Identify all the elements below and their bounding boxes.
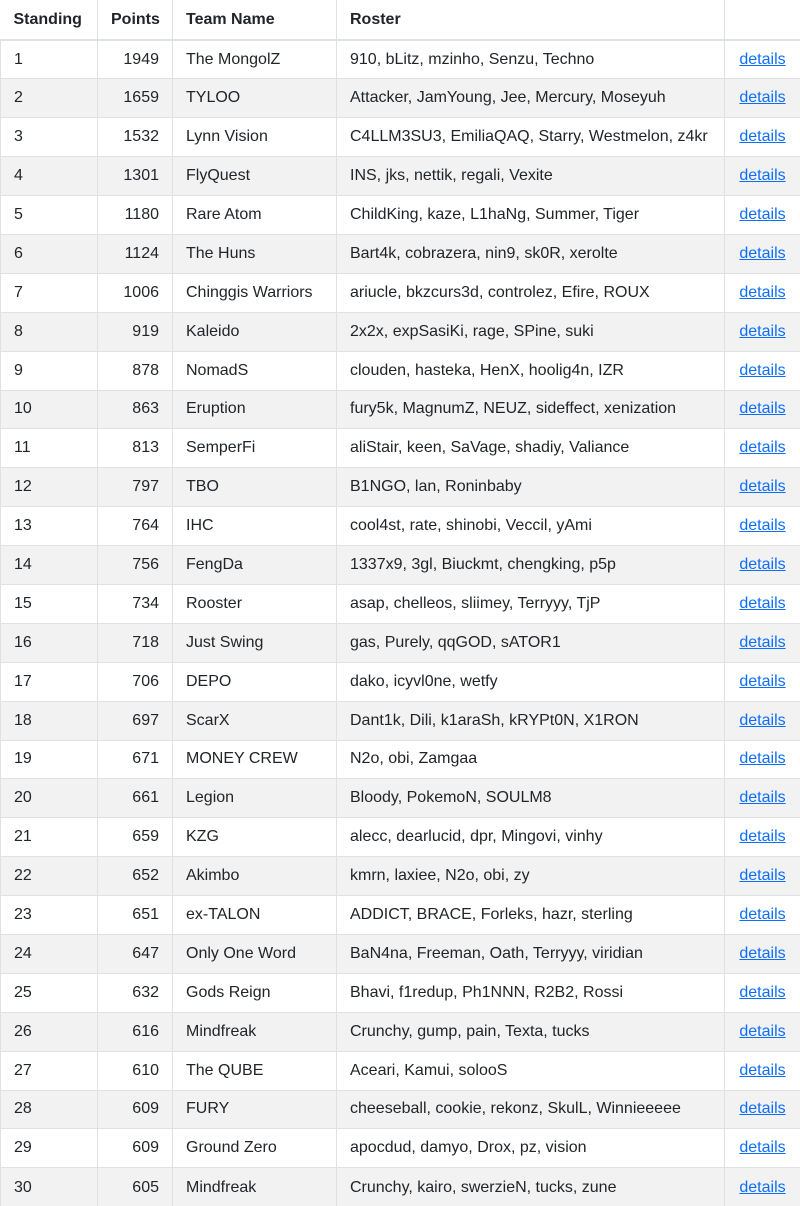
details-link[interactable]: details — [739, 361, 786, 379]
team-name-cell: DEPO — [173, 662, 337, 701]
team-name-cell: Mindfreak — [173, 1168, 337, 1206]
details-cell — [725, 662, 800, 701]
details-link[interactable]: details — [739, 50, 786, 68]
table-row — [1, 390, 800, 429]
details-link[interactable]: details — [739, 633, 786, 651]
points-cell: 863 — [98, 390, 173, 429]
points-cell: 1180 — [98, 196, 173, 235]
standing-cell: 18 — [1, 701, 98, 740]
points-cell: 1006 — [98, 273, 173, 312]
points-cell: 756 — [98, 546, 173, 585]
points-cell: 1949 — [98, 40, 173, 79]
roster-cell: ADDICT, BRACE, Forleks, hazr, sterling — [337, 896, 725, 935]
details-link[interactable]: details — [739, 1022, 786, 1040]
table-row — [1, 118, 800, 157]
details-link[interactable]: details — [739, 1100, 786, 1118]
roster-cell: dako, icyvl0ne, wetfy — [337, 662, 725, 701]
details-link[interactable]: details — [739, 167, 786, 185]
roster-cell: cool4st, rate, shinobi, Veccil, yAmi — [337, 507, 725, 546]
team-name-cell: Kaleido — [173, 312, 337, 351]
roster-cell: Bhavi, f1redup, Ph1NNN, R2B2, Rossi — [337, 973, 725, 1012]
details-cell — [725, 273, 800, 312]
points-cell: 609 — [98, 1090, 173, 1129]
table-row — [1, 1012, 800, 1051]
team-name-cell: Akimbo — [173, 857, 337, 896]
team-name-cell: Lynn Vision — [173, 118, 337, 157]
table-row — [1, 896, 800, 935]
table-row — [1, 662, 800, 701]
points-cell: 1659 — [98, 79, 173, 118]
standing-cell: 20 — [1, 779, 98, 818]
standing-cell: 12 — [1, 468, 98, 507]
points-cell: 797 — [98, 468, 173, 507]
table-row — [1, 818, 800, 857]
team-name-cell: Eruption — [173, 390, 337, 429]
standing-cell: 11 — [1, 429, 98, 468]
roster-cell: fury5k, MagnumZ, NEUZ, sideffect, xenization — [337, 390, 725, 429]
team-name-cell: TYLOO — [173, 79, 337, 118]
standing-cell: 28 — [1, 1090, 98, 1129]
table-row — [1, 1051, 800, 1090]
standing-cell: 24 — [1, 934, 98, 973]
details-cell — [725, 1012, 800, 1051]
roster-cell: B1NGO, lan, Roninbaby — [337, 468, 725, 507]
points-cell: 813 — [98, 429, 173, 468]
points-cell: 605 — [98, 1168, 173, 1206]
points-cell: 659 — [98, 818, 173, 857]
details-cell — [725, 623, 800, 662]
details-cell — [725, 934, 800, 973]
standing-cell: 9 — [1, 351, 98, 390]
details-link[interactable]: details — [739, 711, 786, 729]
standing-cell: 15 — [1, 584, 98, 623]
details-link[interactable]: details — [739, 983, 786, 1001]
details-cell — [725, 779, 800, 818]
team-name-cell: Legion — [173, 779, 337, 818]
table-row — [1, 584, 800, 623]
details-cell — [725, 79, 800, 118]
team-name-cell: The Huns — [173, 234, 337, 273]
standing-cell: 10 — [1, 390, 98, 429]
details-cell — [725, 351, 800, 390]
details-cell — [725, 857, 800, 896]
details-cell — [725, 157, 800, 196]
table-row — [1, 934, 800, 973]
table-row — [1, 973, 800, 1012]
standing-cell: 4 — [1, 157, 98, 196]
details-link[interactable]: details — [739, 1139, 786, 1157]
details-link[interactable]: details — [739, 789, 786, 807]
standing-cell: 29 — [1, 1129, 98, 1168]
points-cell: 632 — [98, 973, 173, 1012]
standing-cell: 19 — [1, 740, 98, 779]
standing-cell: 14 — [1, 546, 98, 585]
points-cell: 610 — [98, 1051, 173, 1090]
table-row — [1, 740, 800, 779]
standing-cell: 8 — [1, 312, 98, 351]
standing-cell: 1 — [1, 40, 98, 79]
team-name-cell: FURY — [173, 1090, 337, 1129]
header-points: Points — [98, 0, 173, 40]
roster-cell: 910, bLitz, mzinho, Senzu, Techno — [337, 40, 725, 79]
header-roster: Roster — [337, 0, 725, 40]
team-name-cell: TBO — [173, 468, 337, 507]
roster-cell: asap, chelleos, sliimey, Terryyy, TjP — [337, 584, 725, 623]
details-cell — [725, 196, 800, 235]
roster-cell: alecc, dearlucid, dpr, Mingovi, vinhy — [337, 818, 725, 857]
points-cell: 734 — [98, 584, 173, 623]
details-cell — [725, 818, 800, 857]
team-name-cell: KZG — [173, 818, 337, 857]
details-link[interactable]: details — [739, 517, 786, 535]
points-cell: 647 — [98, 934, 173, 973]
table-row — [1, 1129, 800, 1168]
details-cell — [725, 896, 800, 935]
table-row — [1, 546, 800, 585]
table-row — [1, 196, 800, 235]
details-cell — [725, 740, 800, 779]
details-cell — [725, 701, 800, 740]
points-cell: 1301 — [98, 157, 173, 196]
details-link[interactable]: details — [739, 322, 786, 340]
points-cell: 1124 — [98, 234, 173, 273]
roster-cell: ariucle, bkzcurs3d, controlez, Efire, ROUX — [337, 273, 725, 312]
table-row — [1, 273, 800, 312]
points-cell: 919 — [98, 312, 173, 351]
team-name-cell: SemperFi — [173, 429, 337, 468]
roster-cell: clouden, hasteka, HenX, hoolig4n, IZR — [337, 351, 725, 390]
roster-cell: N2o, obi, Zamgaa — [337, 740, 725, 779]
details-cell — [725, 546, 800, 585]
standing-cell: 13 — [1, 507, 98, 546]
table-row — [1, 1090, 800, 1129]
details-link[interactable]: details — [739, 478, 786, 496]
header-team-name: Team Name — [173, 0, 337, 40]
table-row — [1, 701, 800, 740]
details-link[interactable]: details — [739, 439, 786, 457]
team-name-cell: FengDa — [173, 546, 337, 585]
team-name-cell: Mindfreak — [173, 1012, 337, 1051]
table-header — [1, 0, 800, 40]
table-row — [1, 234, 800, 273]
details-link[interactable]: details — [739, 944, 786, 962]
team-name-cell: Rooster — [173, 584, 337, 623]
details-cell — [725, 973, 800, 1012]
roster-cell: gas, Purely, qqGOD, sATOR1 — [337, 623, 725, 662]
table-row — [1, 40, 800, 79]
details-cell — [725, 390, 800, 429]
details-cell — [725, 584, 800, 623]
details-link[interactable]: details — [739, 750, 786, 768]
team-name-cell: ScarX — [173, 701, 337, 740]
details-cell — [725, 1051, 800, 1090]
details-link[interactable]: details — [739, 206, 786, 223]
details-link[interactable]: details — [739, 672, 786, 690]
details-cell — [725, 40, 800, 79]
roster-cell: Aceari, Kamui, solooS — [337, 1051, 725, 1090]
roster-cell: C4LLM3SU3, EmiliaQAQ, Starry, Westmelon, z4kr — [337, 118, 725, 157]
roster-cell: ChildKing, kaze, L1haNg, Summer, Tiger — [337, 196, 725, 235]
details-link[interactable]: details — [739, 400, 786, 418]
details-cell — [725, 429, 800, 468]
points-cell: 661 — [98, 779, 173, 818]
details-link[interactable]: details — [739, 1178, 786, 1196]
standing-cell: 21 — [1, 818, 98, 857]
table-row — [1, 79, 800, 118]
standing-cell: 22 — [1, 857, 98, 896]
roster-cell: Crunchy, gump, pain, Texta, tucks — [337, 1012, 725, 1051]
team-name-cell: FlyQuest — [173, 157, 337, 196]
points-cell: 651 — [98, 896, 173, 935]
roster-cell: Bloody, PokemoN, SOULM8 — [337, 779, 725, 818]
points-cell: 878 — [98, 351, 173, 390]
details-cell — [725, 234, 800, 273]
roster-cell: cheeseball, cookie, rekonz, SkulL, Winnieeeee — [337, 1090, 725, 1129]
standing-cell: 6 — [1, 234, 98, 273]
table-row — [1, 857, 800, 896]
table-row — [1, 507, 800, 546]
team-name-cell: The QUBE — [173, 1051, 337, 1090]
standing-cell: 25 — [1, 973, 98, 1012]
details-link[interactable]: details — [739, 283, 786, 301]
details-link[interactable]: details — [739, 128, 786, 146]
details-link[interactable]: details — [739, 244, 786, 262]
header-standing: Standing — [1, 0, 98, 40]
standing-cell: 3 — [1, 118, 98, 157]
standing-cell: 26 — [1, 1012, 98, 1051]
standing-cell: 2 — [1, 79, 98, 118]
details-link[interactable]: details — [739, 867, 786, 885]
roster-cell: aliStair, keen, SaVage, shadiy, Valiance — [337, 429, 725, 468]
roster-cell: INS, jks, nettik, regali, Vexite — [337, 157, 725, 196]
details-link[interactable]: details — [739, 1061, 786, 1079]
roster-cell: Dant1k, Dili, k1araSh, kRYPt0N, X1RON — [337, 701, 725, 740]
table-row — [1, 429, 800, 468]
team-name-cell: Rare Atom — [173, 196, 337, 235]
standing-cell: 27 — [1, 1051, 98, 1090]
roster-cell: BaN4na, Freeman, Oath, Terryyy, viridian — [337, 934, 725, 973]
header-details — [725, 0, 800, 40]
details-cell — [725, 468, 800, 507]
points-cell: 697 — [98, 701, 173, 740]
team-name-cell: The MongolZ — [173, 40, 337, 79]
roster-cell: Attacker, JamYoung, Jee, Mercury, Moseyuh — [337, 79, 725, 118]
points-cell: 671 — [98, 740, 173, 779]
standing-cell: 16 — [1, 623, 98, 662]
details-cell — [725, 118, 800, 157]
table-row — [1, 468, 800, 507]
roster-cell: kmrn, laxiee, N2o, obi, zy — [337, 857, 725, 896]
table-row — [1, 1168, 800, 1206]
roster-cell: apocdud, damyo, Drox, pz, vision — [337, 1129, 725, 1168]
points-cell: 616 — [98, 1012, 173, 1051]
details-cell — [725, 1090, 800, 1129]
details-cell — [725, 1129, 800, 1168]
team-name-cell: Ground Zero — [173, 1129, 337, 1168]
team-name-cell: MONEY CREW — [173, 740, 337, 779]
roster-cell: 1337x9, 3gl, Biuckmt, chengking, p5p — [337, 546, 725, 585]
table-row — [1, 157, 800, 196]
table-row — [1, 312, 800, 351]
table-row — [1, 351, 800, 390]
table-row — [1, 623, 800, 662]
details-link[interactable]: details — [739, 828, 786, 846]
table-body — [1, 40, 800, 1206]
team-name-cell: ex-TALON — [173, 896, 337, 935]
header-row — [1, 0, 800, 40]
standing-cell: 17 — [1, 662, 98, 701]
team-name-cell: Only One Word — [173, 934, 337, 973]
details-link[interactable]: details — [739, 556, 786, 574]
details-link[interactable]: details — [739, 594, 786, 612]
standing-cell: 23 — [1, 896, 98, 935]
points-cell: 1532 — [98, 118, 173, 157]
roster-cell: 2x2x, expSasiKi, rage, SPine, suki — [337, 312, 725, 351]
points-cell: 609 — [98, 1129, 173, 1168]
points-cell: 652 — [98, 857, 173, 896]
table-row — [1, 779, 800, 818]
standing-cell: 7 — [1, 273, 98, 312]
team-name-cell: Gods Reign — [173, 973, 337, 1012]
details-link[interactable]: details — [739, 906, 786, 924]
standing-cell: 5 — [1, 196, 98, 235]
points-cell: 718 — [98, 623, 173, 662]
points-cell: 764 — [98, 507, 173, 546]
details-link[interactable]: details — [739, 89, 786, 107]
roster-cell: Crunchy, kairo, swerzieN, tucks, zune — [337, 1168, 725, 1206]
details-cell — [725, 1168, 800, 1206]
team-name-cell: Chinggis Warriors — [173, 273, 337, 312]
details-cell — [725, 312, 800, 351]
team-name-cell: Just Swing — [173, 623, 337, 662]
team-name-cell: IHC — [173, 507, 337, 546]
roster-cell: Bart4k, cobrazera, nin9, sk0R, xerolte — [337, 234, 725, 273]
details-cell — [725, 507, 800, 546]
standing-cell: 30 — [1, 1168, 98, 1206]
team-name-cell: NomadS — [173, 351, 337, 390]
points-cell: 706 — [98, 662, 173, 701]
